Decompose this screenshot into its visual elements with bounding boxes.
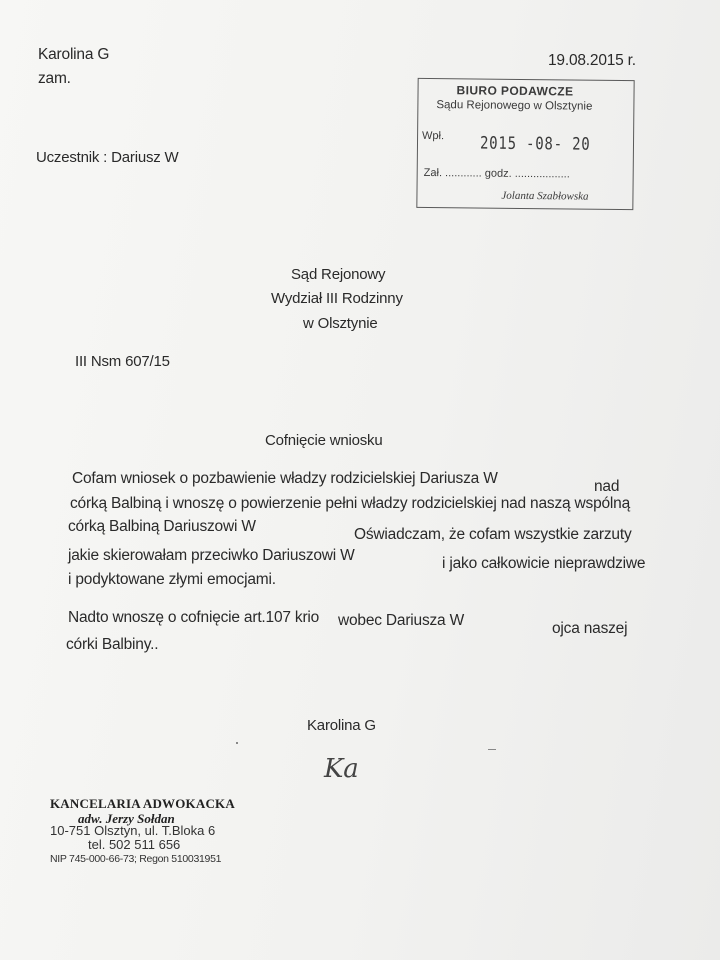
para1-line4-end: i jako całkowicie nieprawdziwe — [442, 555, 646, 572]
stray-mark — [488, 749, 496, 750]
para1-line3-end: Oświadczam, że cofam wszystkie zarzuty — [354, 526, 632, 543]
para2-line2: córki Balbiny.. — [66, 636, 159, 653]
court-receipt-stamp — [416, 78, 634, 210]
para1-line2: córką Balbiną i wnoszę o powierzenie pełni władzy rodzicielskiej nad naszą wspólną — [70, 495, 630, 512]
court-city: w Olsztynie — [303, 315, 378, 332]
law-firm-ids: NIP 745-000-66-73; Regon 510031951 — [50, 853, 222, 865]
court-division: Wydział III Rodzinny — [271, 290, 403, 307]
stamp-attachments-line: Zał. ............ godz. .................. — [423, 166, 570, 181]
law-firm-address: 10-751 Olsztyn, ul. T.Bloka 6 — [50, 823, 216, 838]
law-firm-lawyer: adw. Jerzy Sołdan — [78, 811, 175, 826]
stamp-subtitle: Sądu Rejonowego w Olsztynie — [436, 99, 593, 113]
para1-line5: i podyktowane złymi emocjami. — [68, 571, 276, 588]
stray-dot — [236, 742, 238, 744]
letter-title: Cofnięcie wniosku — [265, 432, 383, 449]
case-number: III Nsm 607/15 — [75, 353, 170, 370]
handwritten-signature: Ka — [324, 754, 359, 784]
document-date: 19.08.2015 r. — [548, 52, 636, 69]
sender-address: zam. — [38, 70, 71, 87]
signature-name: Karolina G — [307, 717, 376, 734]
stamp-received-date: 2015 -08- 20 — [479, 133, 591, 155]
participant-line: Uczestnik : Dariusz W — [36, 149, 179, 166]
sender-name: Karolina G — [38, 46, 110, 63]
para2-line1: Nadto wnoszę o cofnięcie art.107 krio — [68, 609, 320, 626]
para1-line1: Cofam wniosek o pozbawienie władzy rodzicielskiej Dariusza W — [72, 470, 498, 487]
stamp-signature: Jolanta Szabłowska — [501, 189, 589, 203]
law-firm-phone: tel. 502 511 656 — [88, 837, 181, 852]
para1-line4: jakie skierowałam przeciwko Dariuszowi W — [68, 547, 355, 564]
court-name: Sąd Rejonowy — [291, 266, 386, 283]
law-firm-name: KANCELARIA ADWOKACKA — [50, 796, 235, 811]
stamp-received-label: Wpł. — [422, 129, 445, 143]
para1-line3: córką Balbiną Dariuszowi W — [68, 518, 256, 535]
stamp-title: BIURO PODAWCZE — [456, 83, 574, 99]
para2-line1-mid: wobec Dariusza W — [338, 612, 465, 629]
para2-line1-end: ojca naszej — [552, 620, 628, 637]
para1-line1-end: nad — [594, 478, 620, 495]
